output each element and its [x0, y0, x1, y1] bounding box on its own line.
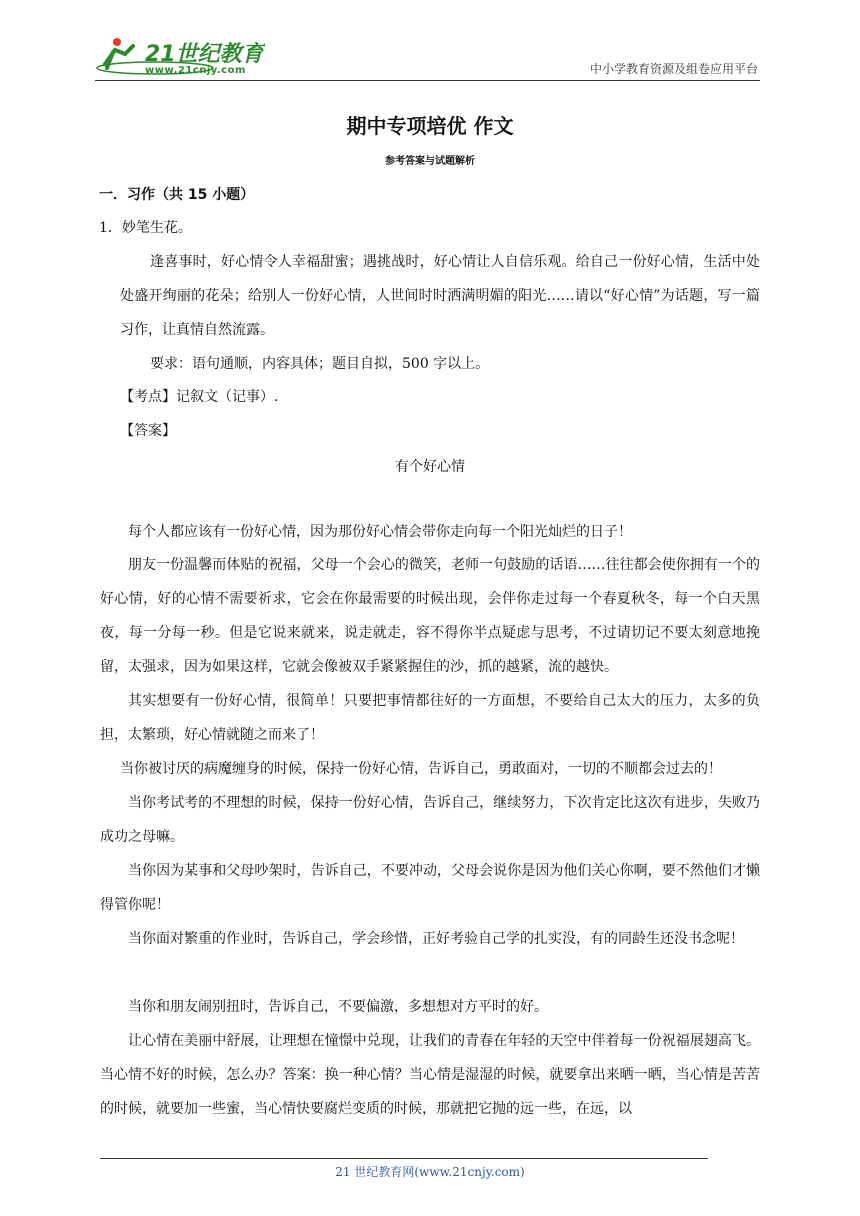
essay-title: 有个好心情 — [395, 459, 465, 475]
page-header — [95, 32, 760, 81]
footer-divider — [100, 1158, 708, 1159]
question-number: 1．妙笔生花。 — [99, 220, 192, 236]
question-prompt: 逢喜事时，好心情令人幸福甜蜜；遇挑战时，好心情让人自信乐观。给自己一份好心情，生活中处处盛开绚丽的花朵；给别人一份好心情，人世间时时洒满明媚的阳光……请以“好心情”为话题，写一篇习作，让真情自然流露。 — [120, 254, 760, 338]
section-heading: 一．习作（共 15 小题） — [99, 187, 255, 203]
document-subtitle: 参考答案与试题解析 — [385, 156, 475, 167]
essay-paragraph: 当你和朋友闹别扭时，告诉自己，不要偏激，多想想对方平时的好。 — [128, 999, 548, 1015]
essay-paragraph: 当你因为某事和父母吵架时，告诉自己，不要冲动，父母会说你是因为他们关心你啊，要不然他们才懒得管你呢！ — [100, 863, 760, 913]
document-title: 期中专项培优 作文 — [346, 114, 514, 138]
kaodian-label: 【考点】记叙文（记事）. — [120, 389, 279, 405]
platform-name: 中小学教育资源及组卷应用平台 — [589, 62, 758, 76]
footer-text: 21 世纪教育网(www.21cnjy.com) — [335, 1165, 525, 1179]
essay-paragraph: 每个人都应该有一份好心情，因为那份好心情会带你走向每一个阳光灿烂的日子！ — [128, 524, 632, 540]
answer-label: 【答案】 — [120, 423, 176, 439]
essay-paragraph: 朋友一份温馨而体贴的祝福，父母一个会心的微笑，老师一句鼓励的话语……往往都会使你拥有一个的好心情，好的心情不需要祈求，它会在你最需要的时候出现，会伴你走过每一个春夏秋冬，每一个白天黑夜，每一分每一秒。但是它说来就来，说走就走，容不得你半点疑虑与思考，不过请切记不要太刻意地挽留，太强求，因为如果这样，它就会像被双手紧紧握住的沙，抓的越紧，流的越快。 — [100, 557, 760, 675]
essay-paragraph: 其实想要有一份好心情，很简单！只要把事情都往好的一方面想，不要给自己太大的压力，太多的负担，太繁琐，好心情就随之而来了！ — [100, 693, 760, 743]
essay-paragraph: 当你面对繁重的作业时，告诉自己，学会珍惜，正好考验自己学的扎实没，有的同龄生还没书念呢！ — [128, 931, 744, 947]
essay-paragraph: 当你被讨厌的病魔缠身的时候，保持一份好心情，告诉自己，勇敢面对，一切的不顺都会过去的！ — [120, 761, 722, 777]
question-requirement: 要求：语句通顺，内容具体；题目自拟，500 字以上。 — [150, 356, 490, 372]
logo-url: www.21cnjy.com — [145, 65, 246, 76]
essay-paragraph: 当你考试考的不理想的时候，保持一份好心情，告诉自己，继续努力，下次肯定比这次有进步，失败乃成功之母嘛。 — [100, 795, 760, 845]
essay-paragraph: 让心情在美丽中舒展，让理想在憧憬中兑现，让我们的青春在年轻的天空中伴着每一份祝福展翅高飞。当心情不好的时候，怎么办？答案：换一种心情？当心情是湿湿的时候，就要拿出来晒一晒，当心情是苦苦的时候，就要加一些蜜，当心情快要腐烂变质的时候，那就把它抛的远一些，在远，以 — [100, 1033, 760, 1117]
logo-text: 21世纪教育 — [145, 42, 264, 67]
